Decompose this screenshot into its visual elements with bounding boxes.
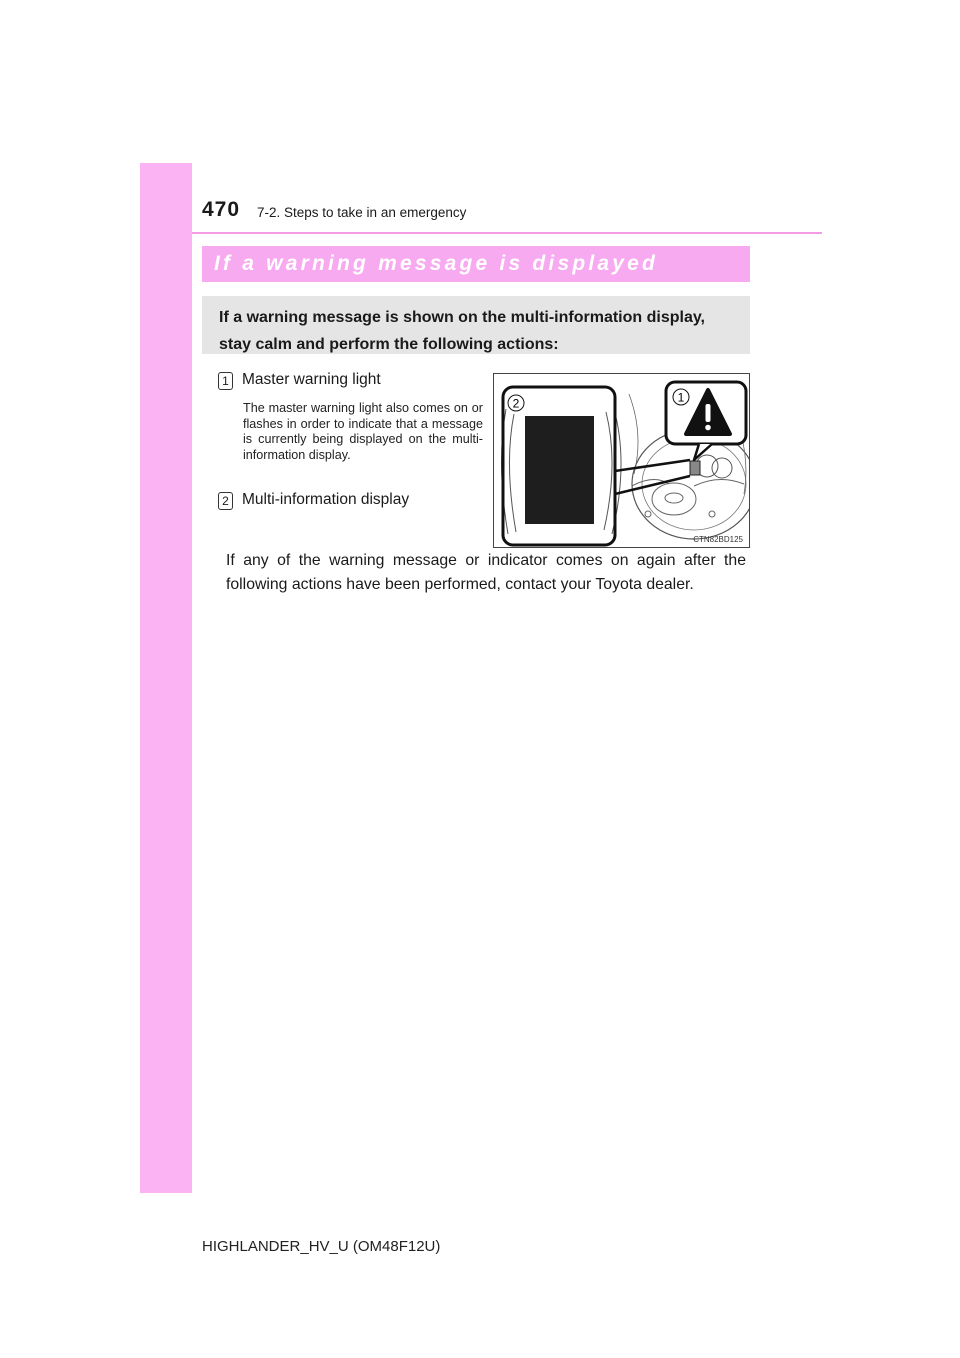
dashboard-drawing (494, 374, 750, 548)
item-number-badge: 2 (218, 492, 233, 510)
section-heading: 7-2. Steps to take in an emergency (257, 205, 467, 220)
item-title: Multi-information display (242, 491, 410, 508)
item-number-badge: 1 (218, 372, 233, 390)
intro-box: If a warning message is shown on the multi-information display, stay calm and perform the following actions: (202, 296, 750, 354)
header-divider (192, 232, 822, 234)
title-bar (202, 246, 750, 282)
callout-label-2: 2 (512, 396, 520, 411)
callout-label-1: 1 (677, 390, 685, 405)
dashboard-illustration (493, 373, 750, 548)
chapter-side-tab (140, 163, 192, 1193)
master-warning-light (690, 461, 700, 475)
item-description: The master warning light also comes on or flashes in order to indicate that a message is currently being displayed on the multi-information display. (243, 401, 483, 462)
body-paragraph: If any of the warning message or indicator comes on again after the following actions have been performed, contact your Toyota dealer. (226, 552, 746, 593)
multi-information-display (525, 416, 594, 524)
page-footer: HIGHLANDER_HV_U (OM48F12U) (202, 1238, 441, 1255)
item-title: Master warning light (242, 371, 381, 388)
figure-code: CTN82BD125 (693, 535, 743, 544)
page-number: 470 (202, 198, 241, 221)
page-title: If a warning message is displayed (214, 252, 659, 275)
